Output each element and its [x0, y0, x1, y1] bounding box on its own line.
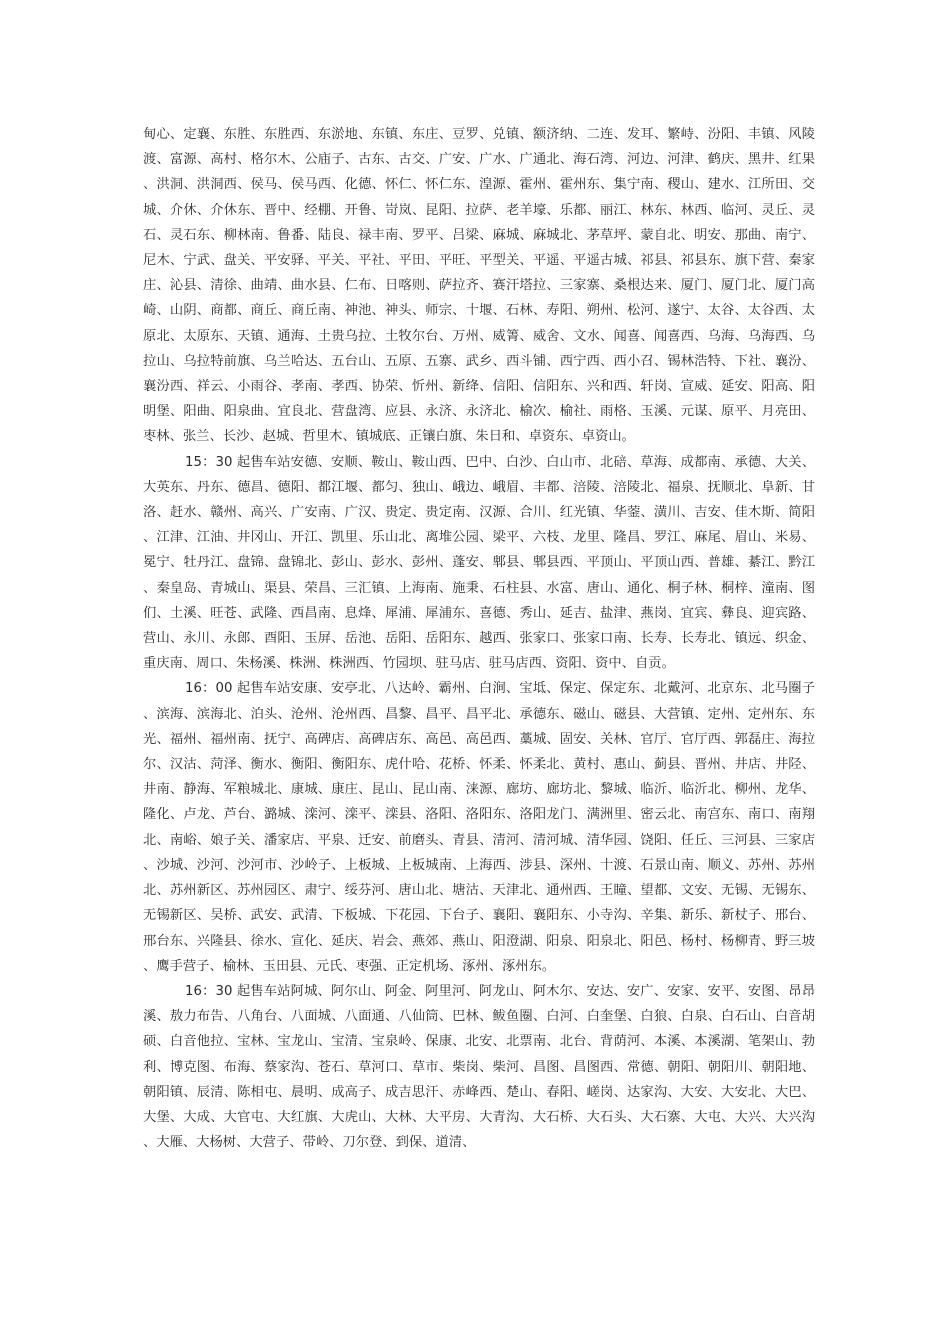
paragraph-stations-1600: 16：00 起售车站安康、安亭北、八达岭、霸州、白涧、宝坻、保定、保定东、北戴河、北京东、北马圈子、滨海、滨海北、泊头、沧州、沧州西、昌黎、昌平、昌平北、承德东、磁山、磁县、大营镇、定州、定州东、东光、福州、福州南、抚宁、高碑店、高碑店东、高邑、高邑西、藁城、固安、关林、官厅、官厅西、郭磊庄、海拉尔、汉沽、菏泽、衡水、衡阳、衡阳东、虎什哈、花桥、怀柔、怀柔北、黄村、惠山、蓟县、晋州、井店、井陉、井南、静海、军粮城北、康城、康庄、昆山、昆山南、涞源、廊坊、廊坊北、黎城、临沂、临沂北、柳州、龙华、隆化、卢龙、芦台、潞城、滦河、滦平、滦县、洛阳、洛阳东、洛阳龙门、满洲里、密云北、南宫东、南口、南翔北、南峪、娘子关、潘家店、平泉、迁安、前磨头、青县、清河、清河城、清华园、饶阳、任丘、三河县、三家店、沙城、沙河、沙河市、沙岭子、上板城、上板城南、上海西、涉县、深州、十渡、石景山南、顺义、苏州、苏州北、苏州新区、苏州园区、肃宁、绥芬河、唐山北、塘沽、天津北、通州西、王瞳、望都、文安、无锡、无锡东、无锡新区、吴桥、武安、武清、下板城、下花园、下台子、襄阳、襄阳东、小寺沟、辛集、新乐、新杖子、邢台、邢台东、兴隆县、徐水、宣化、延庆、岩会、燕郊、燕山、阳澄湖、阳泉、阳泉北、阳邑、杨村、杨柳青、野三坡、鹰手营子、榆林、玉田县、元氏、枣强、正定机场、涿州、涿州东。: [143, 681, 815, 974]
paragraph-stations-1630: 16：30 起售车站阿城、阿尔山、阿金、阿里河、阿龙山、阿木尔、安达、安广、安家、安平、安图、昂昂溪、敖力布告、八角台、八面城、八面通、八仙筒、巴林、鲅鱼圈、白河、白奎堡、白狼、白泉、白石山、白音胡硕、白音他拉、宝林、宝龙山、宝清、宝泉岭、保康、北安、北票南、北台、背荫河、本溪、本溪湖、笔架山、勃利、博克图、布海、蔡家沟、苍石、草河口、草市、柴岗、柴河、昌图、昌图西、常德、朝阳、朝阳川、朝阳地、朝阳镇、辰清、陈相屯、晨明、成高子、成吉思汗、赤峰西、楚山、春阳、嵯岗、达家沟、大安、大安北、大巴、大堡、大成、大官屯、大红旗、大虎山、大林、大平房、大青沟、大石桥、大石头、大石寨、大屯、大兴、大兴沟、大雁、大杨树、大营子、带岭、刀尔登、到保、道清、: [143, 983, 815, 1151]
paragraph-stations-1530: 15：30 起售车站安德、安顺、鞍山、鞍山西、巴中、白沙、白山市、北碚、草海、成都南、承德、大关、大英东、丹东、德昌、德阳、都江堰、都匀、独山、峨边、峨眉、丰都、涪陵、涪陵北、福泉、抚顺北、阜新、甘洛、赶水、赣州、高兴、广安南、广汉、贵定、贵定南、汉源、合川、红光镇、华蓥、潢川、吉安、佳木斯、简阳、江津、江油、井冈山、开江、凯里、乐山北、离堆公园、梁平、六枝、龙里、隆昌、罗江、麻尾、眉山、米易、冕宁、牡丹江、盘锦、盘锦北、彭山、彭水、彭州、蓬安、郫县、郫县西、平顶山、平顶山西、普雄、綦江、黔江、秦皇岛、青城山、渠县、荣昌、三汇镇、上海南、施秉、石柱县、水富、唐山、通化、桐子林、桐梓、潼南、图们、土溪、旺苍、武隆、西昌南、息烽、犀浦、犀浦东、喜德、秀山、延吉、盐津、燕岗、宜宾、彝良、迎宾路、营山、永川、永郎、酉阳、玉屏、岳池、岳阳、岳阳东、越西、张家口、张家口南、长寿、长寿北、镇远、织金、重庆南、周口、朱杨溪、株洲、株洲西、竹园坝、驻马店、驻马店西、资阳、资中、自贡。: [143, 454, 815, 672]
document-page: [143, 122, 815, 1155]
paragraph-stations-early: 甸心、定襄、东胜、东胜西、东淤地、东镇、东庄、豆罗、兑镇、额济纳、二连、发耳、繁峙、汾阳、丰镇、风陵渡、富源、高村、格尔木、公庙子、古东、古交、广安、广水、广通北、海石湾、河边、河津、鹤庆、黑井、红果、洪洞、洪洞西、侯马、侯马西、化德、怀仁、怀仁东、湟源、霍州、霍州东、集宁南、稷山、建水、江所田、交城、介休、介休东、晋中、经棚、开鲁、岢岚、昆阳、拉萨、老羊壕、乐都、丽江、林东、林西、临河、灵丘、灵石、灵石东、柳林南、鲁番、陆良、禄丰南、罗平、吕梁、麻城、麻城北、茅草坪、蒙自北、明安、那曲、南宁、尼木、宁武、盘关、平安驿、平关、平社、平田、平旺、平型关、平遥、平遥古城、祁县、祁县东、旗下营、秦家庄、沁县、清徐、曲靖、曲水县、仁布、日喀则、萨拉齐、赛汗塔拉、三家寨、桑根达来、厦门、厦门北、厦门高崎、山阴、商都、商丘、商丘南、神池、神头、师宗、十堰、石林、寿阳、朔州、松河、遂宁、太谷、太谷西、太原北、太原东、天镇、通海、土贵乌拉、土牧尔台、万州、威箐、威舍、文水、闻喜、闻喜西、乌海、乌海西、乌拉山、乌拉特前旗、乌兰哈达、五台山、五原、五寨、武乡、西斗铺、西宁西、西小召、锡林浩特、下社、襄汾、襄汾西、祥云、小雨谷、孝南、孝西、协荣、忻州、新绛、信阳、信阳东、兴和西、轩岗、宣威、延安、阳高、阳明堡、阳曲、阳泉曲、宜良北、营盘湾、应县、永济、永济北、榆次、榆社、雨格、玉溪、元谋、原平、月亮田、枣林、张兰、长沙、赵城、哲里木、镇城底、正镶白旗、朱日和、卓资东、卓资山。: [143, 127, 815, 445]
